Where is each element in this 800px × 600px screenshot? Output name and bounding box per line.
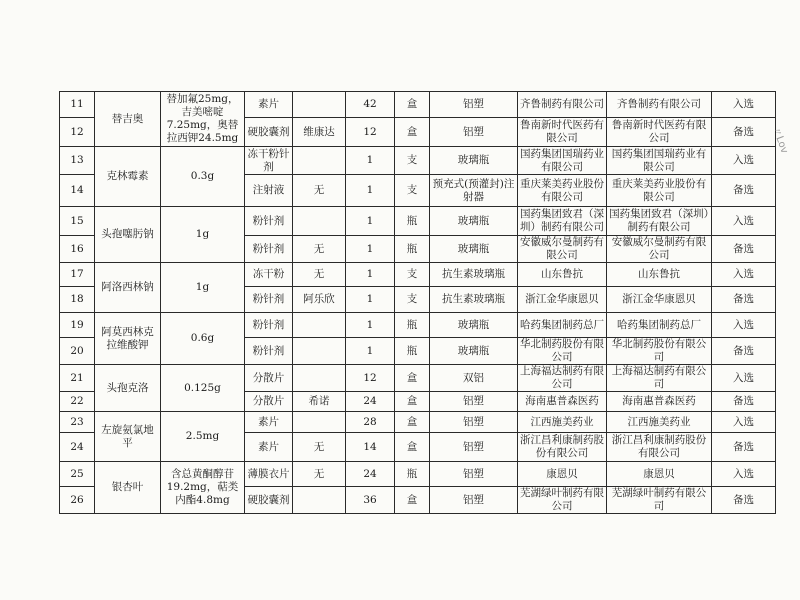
quantity-cell: 1: [346, 147, 395, 175]
license-holder-cell: 山东鲁抗: [607, 263, 712, 287]
selection-status-cell: 入选: [712, 462, 776, 487]
selection-status-cell: 入选: [712, 147, 776, 175]
selection-status-cell: 入选: [712, 263, 776, 287]
quantity-cell: 1: [346, 175, 395, 207]
selection-status-cell: 入选: [712, 313, 776, 338]
row-number-cell: 16: [60, 236, 95, 263]
trade-name-cell: [293, 207, 346, 236]
selection-status-cell: 入选: [712, 365, 776, 392]
manufacturer-cell: 国药集团国瑞药业有限公司: [518, 147, 607, 175]
table-row: [60, 412, 776, 433]
selection-status-cell: 备选: [712, 338, 776, 365]
unit-cell: 盒: [395, 392, 430, 412]
drug-name-cell: 阿洛西林钠: [95, 263, 161, 313]
table-row: [60, 147, 776, 175]
table-row: [60, 263, 776, 287]
row-number-cell: 24: [60, 433, 95, 462]
packaging-cell: 铝塑: [430, 433, 518, 462]
drug-procurement-table: [59, 91, 776, 514]
quantity-cell: 1: [346, 207, 395, 236]
trade-name-cell: [293, 338, 346, 365]
manufacturer-cell: 上海福达制药有限公司: [518, 365, 607, 392]
packaging-cell: 玻璃瓶: [430, 313, 518, 338]
packaging-cell: 铝塑: [430, 487, 518, 514]
unit-cell: 盒: [395, 433, 430, 462]
row-number-cell: 26: [60, 487, 95, 514]
license-holder-cell: 江西施美药业: [607, 412, 712, 433]
manufacturer-cell: 江西施美药业: [518, 412, 607, 433]
spec-cell: 1g: [161, 207, 245, 263]
quantity-cell: 28: [346, 412, 395, 433]
selection-status-cell: 入选: [712, 412, 776, 433]
dosage-form-cell: 粉针剂: [245, 338, 293, 365]
dosage-form-cell: 注射液: [245, 175, 293, 207]
row-number-cell: 12: [60, 118, 95, 147]
row-number-cell: 17: [60, 263, 95, 287]
unit-cell: 盒: [395, 118, 430, 147]
unit-cell: 瓶: [395, 236, 430, 263]
manufacturer-cell: 浙江昌利康制药股份有限公司: [518, 433, 607, 462]
manufacturer-cell: 国药集团致君（深圳）制药有限公司: [518, 207, 607, 236]
row-number-cell: 20: [60, 338, 95, 365]
table-row: [60, 462, 776, 487]
manufacturer-cell: 芜湖绿叶制药有限公司: [518, 487, 607, 514]
quantity-cell: 36: [346, 487, 395, 514]
packaging-cell: 预充式(预灌封)注射器: [430, 175, 518, 207]
dosage-form-cell: 分散片: [245, 365, 293, 392]
quantity-cell: 1: [346, 263, 395, 287]
trade-name-cell: [293, 313, 346, 338]
scan-artifact-mark: 〃Lov: [769, 125, 790, 155]
quantity-cell: 42: [346, 92, 395, 118]
quantity-cell: 12: [346, 118, 395, 147]
selection-status-cell: 备选: [712, 236, 776, 263]
dosage-form-cell: 粉针剂: [245, 207, 293, 236]
manufacturer-cell: 重庆莱美药业股份有限公司: [518, 175, 607, 207]
manufacturer-cell: 康恩贝: [518, 462, 607, 487]
license-holder-cell: 国药集团致君（深圳）制药有限公司: [607, 207, 712, 236]
drug-name-cell: 替吉奥: [95, 92, 161, 147]
trade-name-cell: [293, 365, 346, 392]
selection-status-cell: 备选: [712, 433, 776, 462]
dosage-form-cell: 冻干粉针剂: [245, 147, 293, 175]
unit-cell: 支: [395, 147, 430, 175]
trade-name-cell: [293, 147, 346, 175]
trade-name-cell: 希诺: [293, 392, 346, 412]
trade-name-cell: 无: [293, 433, 346, 462]
dosage-form-cell: 素片: [245, 433, 293, 462]
manufacturer-cell: 齐鲁制药有限公司: [518, 92, 607, 118]
dosage-form-cell: 薄膜衣片: [245, 462, 293, 487]
unit-cell: 盒: [395, 412, 430, 433]
license-holder-cell: 上海福达制药有限公司: [607, 365, 712, 392]
row-number-cell: 13: [60, 147, 95, 175]
spec-cell: 2.5mg: [161, 412, 245, 462]
packaging-cell: 铝塑: [430, 118, 518, 147]
quantity-cell: 1: [346, 236, 395, 263]
unit-cell: 盒: [395, 487, 430, 514]
unit-cell: 瓶: [395, 207, 430, 236]
drug-name-cell: 阿莫西林克拉维酸钾: [95, 313, 161, 365]
license-holder-cell: 鲁南新时代医药有限公司: [607, 118, 712, 147]
row-number-cell: 11: [60, 92, 95, 118]
quantity-cell: 14: [346, 433, 395, 462]
packaging-cell: 铝塑: [430, 412, 518, 433]
license-holder-cell: 哈药集团制药总厂: [607, 313, 712, 338]
manufacturer-cell: 鲁南新时代医药有限公司: [518, 118, 607, 147]
license-holder-cell: 浙江金华康恩贝: [607, 287, 712, 313]
trade-name-cell: 无: [293, 236, 346, 263]
spec-cell: 1g: [161, 263, 245, 313]
row-number-cell: 22: [60, 392, 95, 412]
manufacturer-cell: 安徽威尔曼制药有限公司: [518, 236, 607, 263]
selection-status-cell: 备选: [712, 487, 776, 514]
manufacturer-cell: 华北制药股份有限公司: [518, 338, 607, 365]
quantity-cell: 1: [346, 338, 395, 365]
selection-status-cell: 备选: [712, 392, 776, 412]
manufacturer-cell: 山东鲁抗: [518, 263, 607, 287]
unit-cell: 支: [395, 287, 430, 313]
license-holder-cell: 海南惠普森医药: [607, 392, 712, 412]
license-holder-cell: 芜湖绿叶制药有限公司: [607, 487, 712, 514]
trade-name-cell: 阿乐欣: [293, 287, 346, 313]
dosage-form-cell: 粉针剂: [245, 287, 293, 313]
unit-cell: 瓶: [395, 313, 430, 338]
unit-cell: 盒: [395, 92, 430, 118]
trade-name-cell: [293, 412, 346, 433]
quantity-cell: 1: [346, 313, 395, 338]
row-number-cell: 23: [60, 412, 95, 433]
license-holder-cell: 国药集团国瑞药业有限公司: [607, 147, 712, 175]
license-holder-cell: 重庆莱美药业股份有限公司: [607, 175, 712, 207]
quantity-cell: 12: [346, 365, 395, 392]
unit-cell: 瓶: [395, 338, 430, 365]
drug-name-cell: 头孢噻肟钠: [95, 207, 161, 263]
table-row: [60, 313, 776, 338]
trade-name-cell: 无: [293, 263, 346, 287]
license-holder-cell: 康恩贝: [607, 462, 712, 487]
packaging-cell: 双铝: [430, 365, 518, 392]
manufacturer-cell: 浙江金华康恩贝: [518, 287, 607, 313]
trade-name-cell: 无: [293, 175, 346, 207]
unit-cell: 支: [395, 175, 430, 207]
spec-cell: 替加氟25mg，吉美嘧啶7.25mg，奥替拉西钾24.5mg: [161, 92, 245, 147]
row-number-cell: 15: [60, 207, 95, 236]
trade-name-cell: [293, 487, 346, 514]
dosage-form-cell: 粉针剂: [245, 236, 293, 263]
table-row: [60, 92, 776, 118]
dosage-form-cell: 硬胶囊剂: [245, 487, 293, 514]
manufacturer-cell: 海南惠普森医药: [518, 392, 607, 412]
quantity-cell: 24: [346, 462, 395, 487]
spec-cell: 0.6g: [161, 313, 245, 365]
dosage-form-cell: 素片: [245, 92, 293, 118]
unit-cell: 盒: [395, 365, 430, 392]
drug-name-cell: 头孢克洛: [95, 365, 161, 412]
license-holder-cell: 浙江昌利康制药股份有限公司: [607, 433, 712, 462]
quantity-cell: 1: [346, 287, 395, 313]
packaging-cell: 玻璃瓶: [430, 338, 518, 365]
packaging-cell: 铝塑: [430, 462, 518, 487]
license-holder-cell: 齐鲁制药有限公司: [607, 92, 712, 118]
selection-status-cell: 入选: [712, 92, 776, 118]
row-number-cell: 25: [60, 462, 95, 487]
table-row: [60, 365, 776, 392]
trade-name-cell: 无: [293, 462, 346, 487]
selection-status-cell: 备选: [712, 118, 776, 147]
packaging-cell: 玻璃瓶: [430, 147, 518, 175]
dosage-form-cell: 冻干粉: [245, 263, 293, 287]
drug-name-cell: 克林霉素: [95, 147, 161, 207]
drug-name-cell: 银杏叶: [95, 462, 161, 514]
license-holder-cell: 安徽威尔曼制药有限公司: [607, 236, 712, 263]
packaging-cell: 玻璃瓶: [430, 207, 518, 236]
license-holder-cell: 华北制药股份有限公司: [607, 338, 712, 365]
dosage-form-cell: 素片: [245, 412, 293, 433]
packaging-cell: 铝塑: [430, 392, 518, 412]
row-number-cell: 14: [60, 175, 95, 207]
drug-name-cell: 左旋氨氯地平: [95, 412, 161, 462]
row-number-cell: 18: [60, 287, 95, 313]
unit-cell: 瓶: [395, 462, 430, 487]
packaging-cell: 玻璃瓶: [430, 236, 518, 263]
spec-cell: 含总黄酮醇苷19.2mg，萜类内酯4.8mg: [161, 462, 245, 514]
unit-cell: 支: [395, 263, 430, 287]
packaging-cell: 抗生素玻璃瓶: [430, 287, 518, 313]
trade-name-cell: [293, 92, 346, 118]
row-number-cell: 19: [60, 313, 95, 338]
packaging-cell: 铝塑: [430, 92, 518, 118]
dosage-form-cell: 分散片: [245, 392, 293, 412]
dosage-form-cell: 硬胶囊剂: [245, 118, 293, 147]
spec-cell: 0.3g: [161, 147, 245, 207]
quantity-cell: 24: [346, 392, 395, 412]
trade-name-cell: 维康达: [293, 118, 346, 147]
manufacturer-cell: 哈药集团制药总厂: [518, 313, 607, 338]
row-number-cell: 21: [60, 365, 95, 392]
selection-status-cell: 入选: [712, 207, 776, 236]
table-body: [60, 92, 776, 514]
selection-status-cell: 备选: [712, 175, 776, 207]
packaging-cell: 抗生素玻璃瓶: [430, 263, 518, 287]
selection-status-cell: 备选: [712, 287, 776, 313]
dosage-form-cell: 粉针剂: [245, 313, 293, 338]
table-row: [60, 207, 776, 236]
spec-cell: 0.125g: [161, 365, 245, 412]
